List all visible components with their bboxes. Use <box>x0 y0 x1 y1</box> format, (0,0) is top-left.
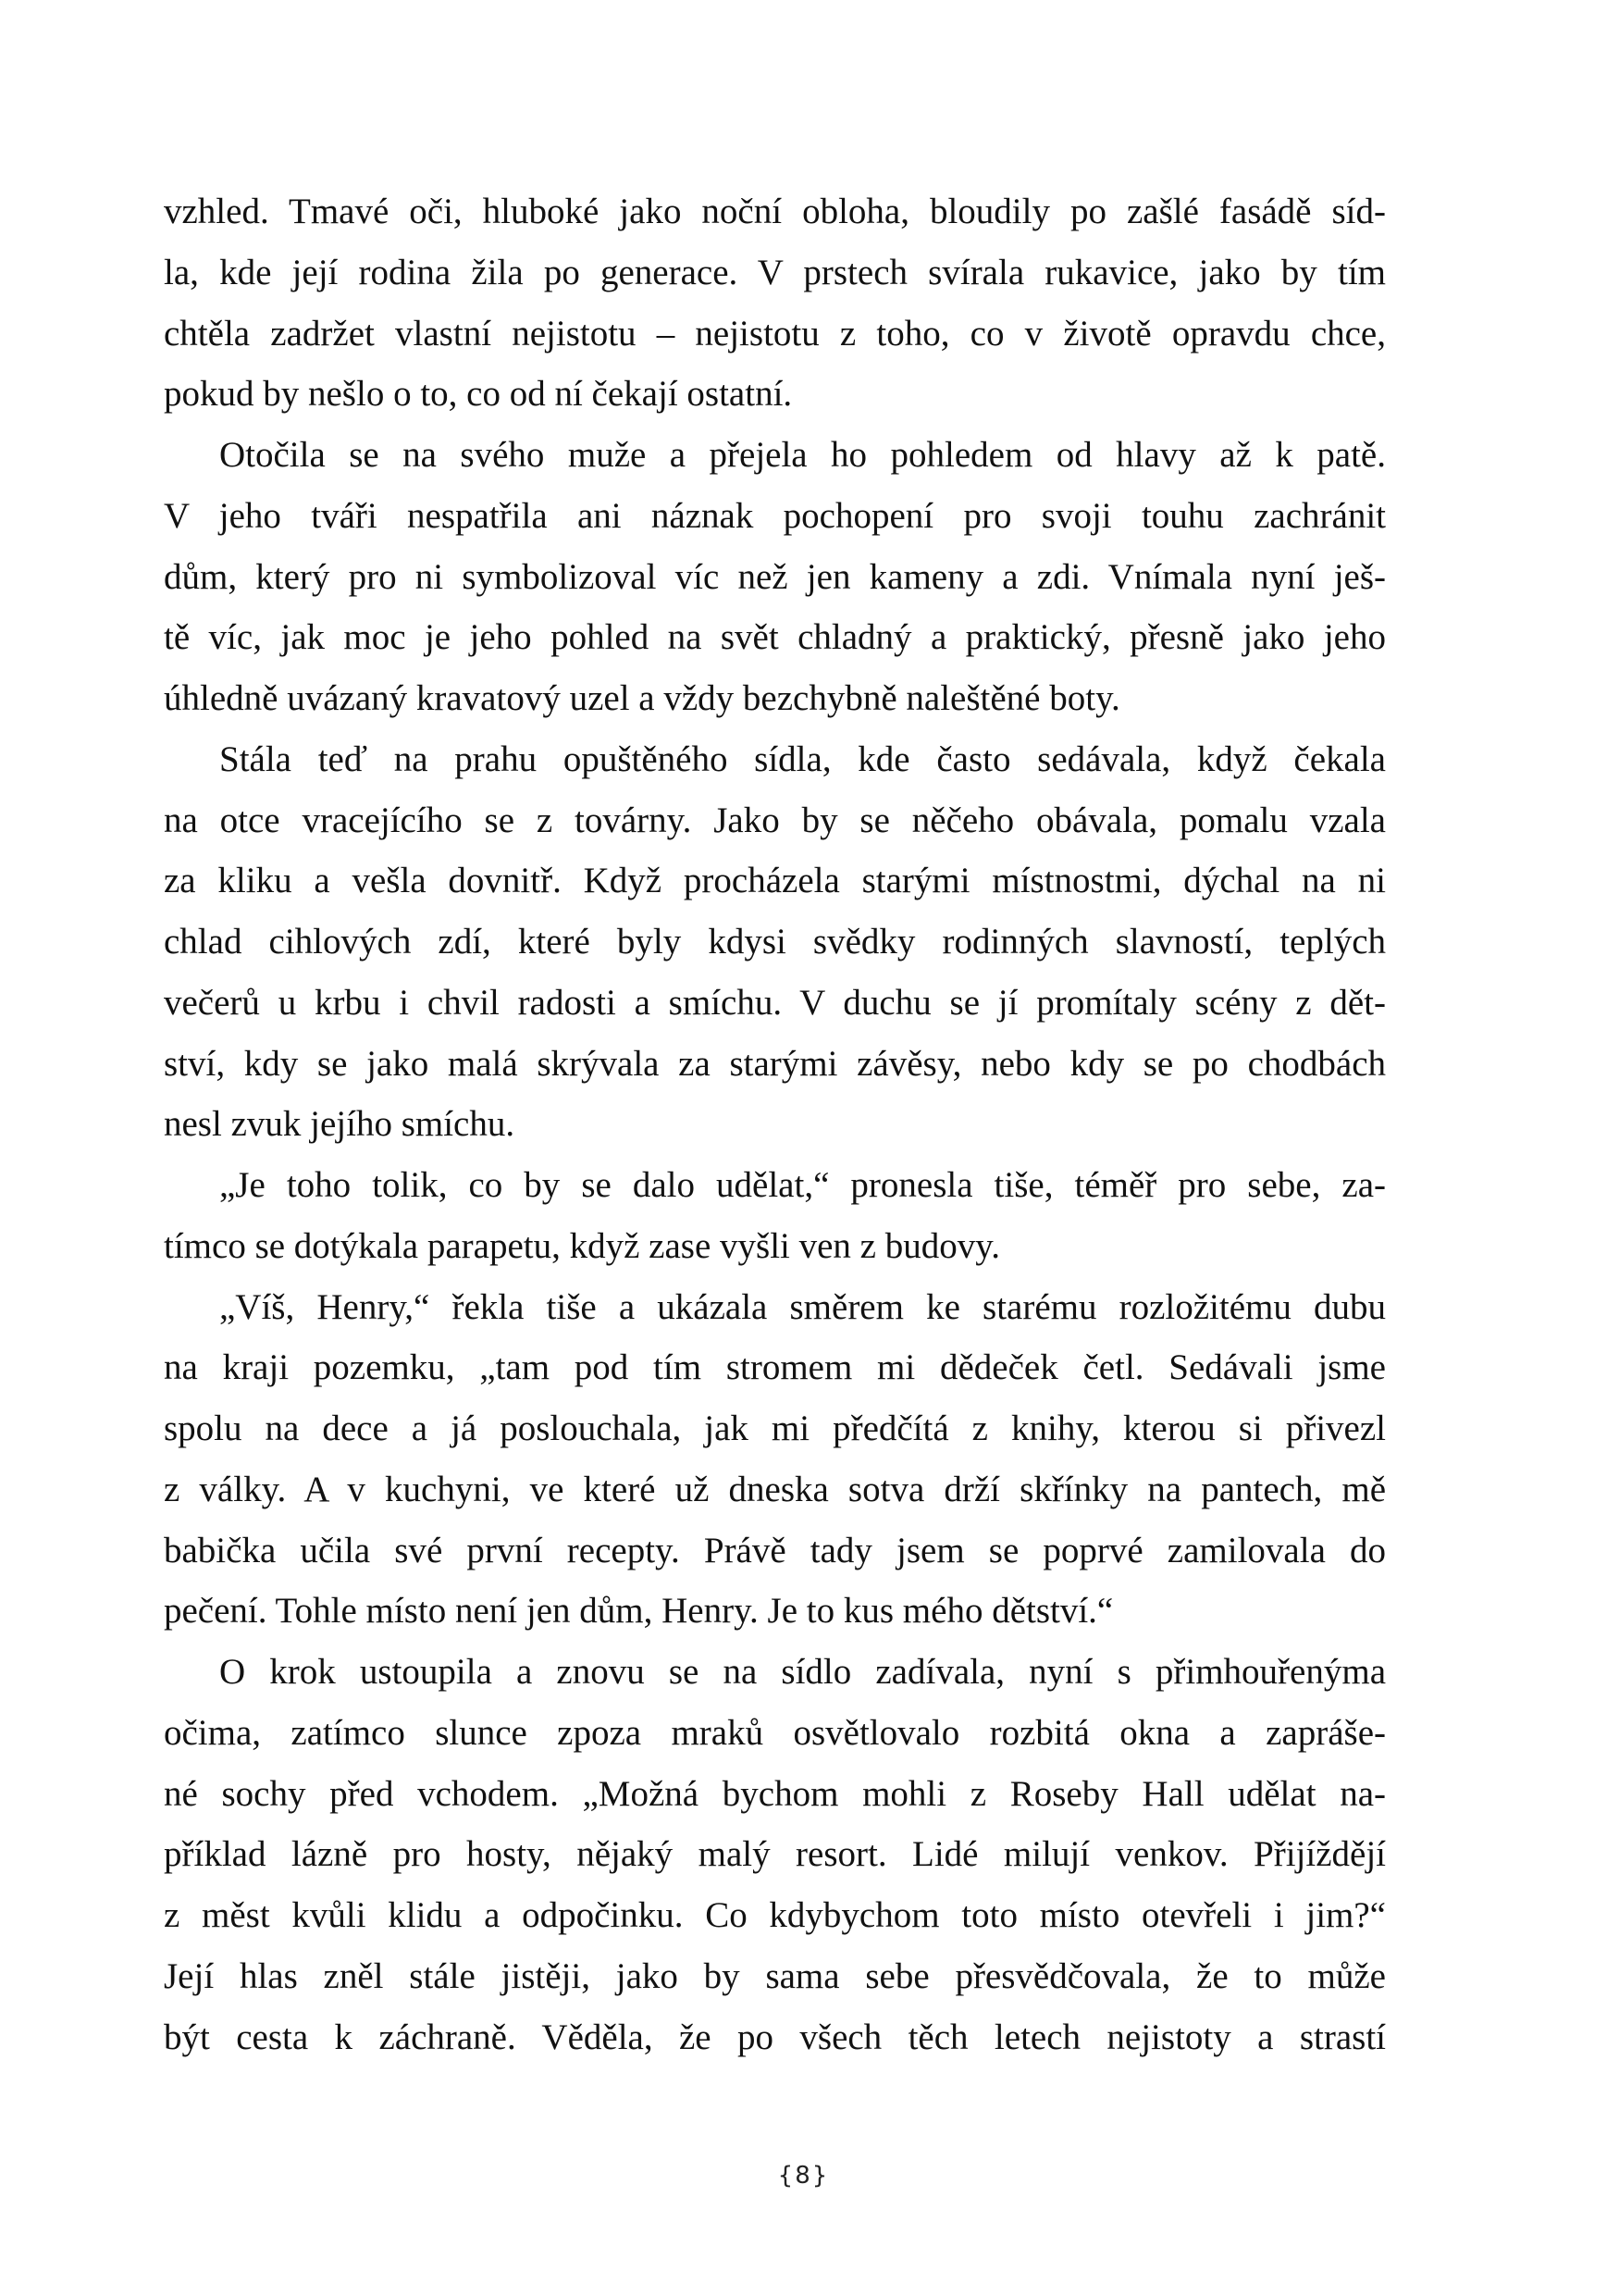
text-line: z války. A v kuchyni, ve které už dneska sotva drží skřínky na pantech, mě <box>164 1469 1386 1509</box>
text-line: chlad cihlových zdí, které byly kdysi svědky rodinných slavností, teplých <box>164 922 1386 962</box>
text-line: pokud by nešlo o to, co od ní čekají ostatní. <box>164 374 793 415</box>
text-line: za kliku a vešla dovnitř. Když procházela starými místnostmi, dýchal na ni <box>164 861 1386 901</box>
page-number: {8} <box>777 2162 830 2190</box>
text-line: chtěla zadržet vlastní nejistotu – nejistotu z toho, co v životě opravdu chce, <box>164 313 1386 354</box>
text-line: babička učila své první recepty. Právě tady jsem se poprvé zamilovala do <box>164 1530 1386 1570</box>
text-line: být cesta k záchraně. Věděla, že po všech těch letech nejistoty a strastí <box>164 2017 1386 2057</box>
paragraph-first-line: Stála teď na prahu opuštěného sídla, kde často sedávala, když čekala <box>219 738 1386 779</box>
text-line: V jeho tváři nespatřila ani náznak pochopení pro svoji touhu zachránit <box>164 495 1386 536</box>
text-line: ství, kdy se jako malá skrývala za starými závěsy, nebo kdy se po chodbách <box>164 1043 1386 1084</box>
text-line: tě víc, jak moc je jeho pohled na svět chladný a praktický, přesně jako jeho <box>164 617 1386 658</box>
text-line: né sochy před vchodem. „Možná bychom mohli z Roseby Hall udělat na- <box>164 1773 1386 1814</box>
text-line: tímco se dotýkala parapetu, když zase vyšli ven z budovy. <box>164 1225 1000 1266</box>
paragraph-first-line: O krok ustoupila a znovu se na sídlo zadívala, nyní s přimhouřenýma <box>219 1652 1386 1692</box>
text-line: nesl zvuk jejího smíchu. <box>164 1104 515 1145</box>
text-line: očima, zatímco slunce zpoza mraků osvětlovalo rozbitá okna a zapráše- <box>164 1712 1386 1753</box>
paragraph-first-line: Otočila se na svého muže a přejela ho pohledem od hlavy až k patě. <box>219 435 1386 475</box>
text-line: úhledně uvázaný kravatový uzel a vždy bezchybně naleštěné boty. <box>164 678 1120 718</box>
text-line: spolu na dece a já poslouchala, jak mi předčítá z knihy, kterou si přivezl <box>164 1409 1386 1448</box>
paragraph-first-line: „Víš, Henry,“ řekla tiše a ukázala směrem ke starému rozložitému dubu <box>219 1286 1386 1327</box>
paragraph-first-line: „Je toho tolik, co by se dalo udělat,“ pronesla tiše, téměř pro sebe, za- <box>219 1165 1386 1205</box>
text-line: příklad lázně pro hosty, nějaký malý resort. Lidé milují venkov. Přijíždějí <box>164 1834 1386 1875</box>
text-line: z měst kvůli klidu a odpočinku. Co kdybychom toto místo otevřeli i jim?“ <box>164 1895 1386 1935</box>
text-line: pečení. Tohle místo není jen dům, Henry. Je to kus mého dětství.“ <box>164 1591 1114 1632</box>
text-line: Její hlas zněl stále jistěji, jako by sama sebe přesvědčovala, že to může <box>164 1955 1386 1996</box>
body-text <box>164 181 1386 2067</box>
text-line: vzhled. Tmavé oči, hluboké jako noční obloha, bloudily po zašlé fasádě síd- <box>164 192 1386 231</box>
text-line: la, kde její rodina žila po generace. V prstech svírala rukavice, jako by tím <box>164 252 1386 292</box>
text-line: na otce vracejícího se z továrny. Jako by se něčeho obávala, pomalu vzala <box>164 800 1386 840</box>
text-line: na kraji pozemku, „tam pod tím stromem mi dědeček četl. Sedávali jsme <box>164 1347 1386 1388</box>
text-line: večerů u krbu i chvil radosti a smíchu. V duchu se jí promítaly scény z dět- <box>164 982 1386 1023</box>
text-line: dům, který pro ni symbolizoval víc než jen kameny a zdi. Vnímala nyní ješ- <box>164 556 1386 597</box>
